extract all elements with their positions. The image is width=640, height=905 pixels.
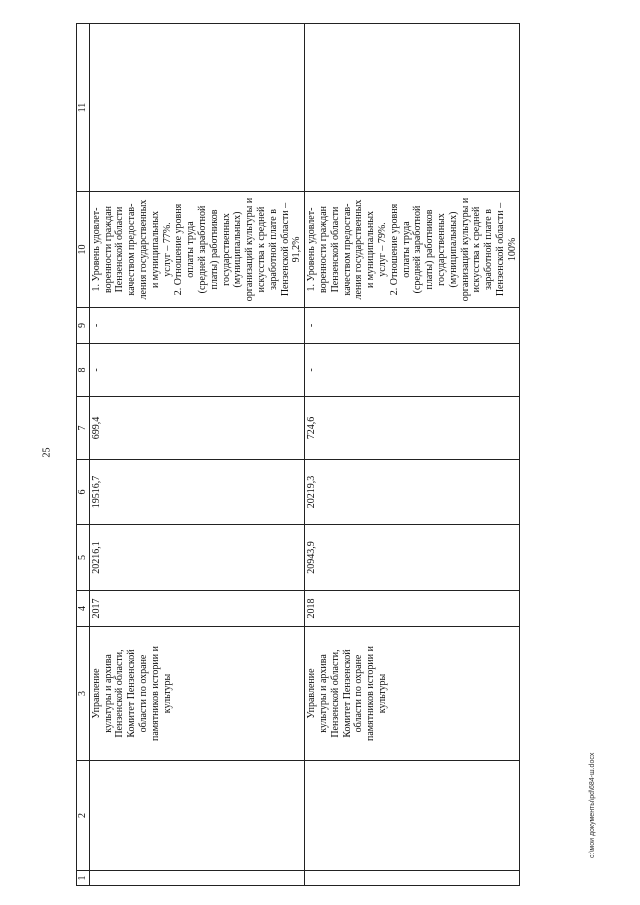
cell-notes: [89, 24, 304, 192]
cell-regional-budget: 20219,3: [305, 460, 520, 525]
col-header-1: 1: [77, 871, 90, 886]
cell-local-budget: -: [305, 344, 520, 397]
cell-notes: [305, 24, 520, 192]
cell-number: [305, 871, 520, 886]
col-header-4: 4: [77, 591, 90, 627]
cell-year: 2017: [89, 591, 304, 627]
page-number: 25: [41, 447, 53, 458]
col-header-8: 8: [77, 344, 90, 397]
cell-activity: [305, 761, 520, 871]
cell-executor: Управление культуры и архива Пензенской области, Комитет Пензенской области по охране памятников истории и культуры: [89, 627, 304, 761]
cell-other-sources: -: [89, 308, 304, 344]
rotated-table-wrapper: [76, 24, 611, 886]
cell-federal-budget: 724,6: [305, 397, 520, 460]
cell-year: 2018: [305, 591, 520, 627]
program-table: [76, 23, 520, 886]
cell-total: 20943,9: [305, 525, 520, 591]
cell-total: 20216,1: [89, 525, 304, 591]
col-header-10: 10: [77, 192, 90, 308]
col-header-9: 9: [77, 308, 90, 344]
cell-other-sources: -: [305, 308, 520, 344]
table-row: [89, 24, 304, 886]
cell-activity: [89, 761, 304, 871]
col-header-3: 3: [77, 627, 90, 761]
col-header-5: 5: [77, 525, 90, 591]
cell-federal-budget: 699,4: [89, 397, 304, 460]
cell-regional-budget: 19516,7: [89, 460, 304, 525]
cell-indicators: 1. Уровень удовлет- воренности граждан Пензенской области качеством предостав- ления государственных и муниципальных услуг – 77%. 2. Отношение уровня оплаты труда (средней заработной платы) работников государственных (муниципальных) организаций культуры и искусства к средней заработной плате в Пензенской области – 91,2%: [89, 192, 304, 308]
col-header-2: 2: [77, 761, 90, 871]
header-row: [77, 24, 90, 886]
cell-local-budget: -: [89, 344, 304, 397]
col-header-11: 11: [77, 24, 90, 192]
col-header-6: 6: [77, 460, 90, 525]
cell-number: [89, 871, 304, 886]
footer-file-path: c:\мои документы\pd\684-ш.docx: [589, 752, 596, 858]
cell-executor: Управление культуры и архива Пензенской области, Комитет Пензенской области по охране памятников истории и культуры: [305, 627, 520, 761]
col-header-7: 7: [77, 397, 90, 460]
cell-indicators: 1. Уровень удовлет- воренности граждан Пензенской области качеством предостав- ления государственных и муниципальных услуг – 79%. 2. Отношение уровня оплаты труда (средней заработной платы) работников государственных (муниципальных) организаций культуры и искусства к средней заработной плате в Пензенской области – 100%: [305, 192, 520, 308]
table-row: [305, 24, 520, 886]
